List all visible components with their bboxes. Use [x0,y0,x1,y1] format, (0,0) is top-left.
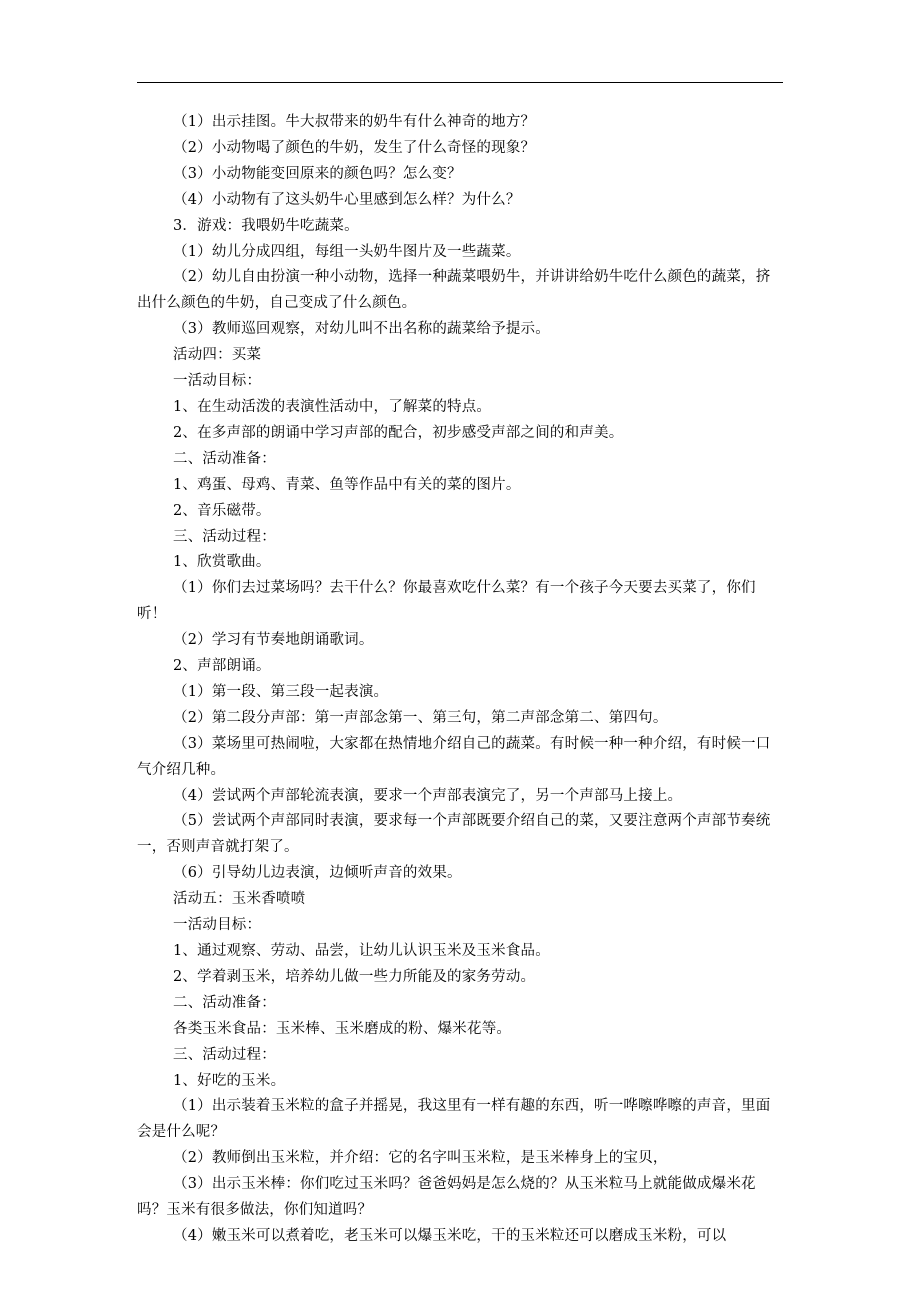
paragraph: （2）幼儿自由扮演一种小动物，选择一种蔬菜喂奶牛，并讲讲给奶牛吃什么颜色的蔬菜，挤出什么颜色的牛奶，自己变成了什么颜色。 [137,269,771,312]
header-rule [137,82,783,83]
paragraph: 二、活动准备： [173,994,276,1011]
paragraph: 2、声部朗诵。 [173,658,271,675]
paragraph: （5）尝试两个声部同时表演，要求每一个声部既要介绍自己的菜，又要注意两个声部节奏统一，否则声音就打架了。 [137,813,771,856]
paragraph: （2）小动物喝了颜色的牛奶，发生了什么奇怪的现象？ [173,139,536,156]
paragraph: 2、学着剥玉米，培养幼儿做一些力所能及的家务劳动。 [173,968,536,985]
paragraph: （2）教师倒出玉米粒，并介绍：它的名字叫玉米粒，是玉米棒身上的宝贝， [173,1150,668,1167]
paragraph: 1、在生动活泼的表演性活动中，了解菜的特点。 [173,398,492,415]
paragraph: 2、在多声部的朗诵中学习声部的配合，初步感受声部之间的和声美。 [173,424,624,441]
paragraph: 1、好吃的玉米。 [173,1072,286,1089]
paragraph: 一活动目标： [173,917,262,934]
paragraph: （3）小动物能变回原来的颜色吗？怎么变？ [173,165,462,182]
paragraph: （1）出示装着玉米粒的盒子并摇晃，我这里有一样有趣的东西，听一哗嚓哗嚓的声音，里面会是什么呢？ [137,1098,771,1141]
paragraph: （1）第一段、第三段一起表演。 [173,683,389,700]
paragraph: 三、活动过程： [173,528,276,545]
paragraph: （3）菜场里可热闹啦，大家都在热情地介绍自己的蔬菜。有时候一种一种介绍，有时候一口气介绍几种。 [137,735,771,778]
paragraph: （6）引导幼儿边表演，边倾听声音的效果。 [173,865,462,882]
paragraph: 一活动目标： [173,373,262,390]
paragraph: （3）教师巡回观察，对幼儿叫不出名称的蔬菜给予提示。 [173,321,550,338]
paragraph: 二、活动准备： [173,450,276,467]
paragraph: 活动五：玉米香喷喷 [173,891,306,908]
paragraph: （3）出示玉米棒：你们吃过玉米吗？爸爸妈妈是怎么烧的？从玉米粒马上就能做成爆米花吗？玉米有很多做法，你们知道吗？ [137,1176,756,1219]
paragraph: 活动四：买菜 [173,347,262,364]
paragraph: 1、鸡蛋、母鸡、青菜、鱼等作品中有关的菜的图片。 [173,476,521,493]
paragraph: （1）你们去过菜场吗？去干什么？你最喜欢吃什么菜？有一个孩子今天要去买菜了，你们听！ [137,580,756,623]
paragraph: 1、通过观察、劳动、品尝，让幼儿认识玉米及玉米食品。 [173,943,550,959]
paragraph: 各类玉米食品：玉米棒、玉米磨成的粉、爆米花等。 [173,1020,512,1037]
paragraph: （1）出示挂图。牛大叔带来的奶牛有什么神奇的地方？ [173,114,536,130]
paragraph: （2）学习有节奏地朗诵歌词。 [173,632,374,649]
paragraph: 三、活动过程： [173,1046,276,1063]
paragraph: （2）第二段分声部：第一声部念第一、第三句，第二声部念第二、第四句。 [173,709,668,726]
paragraph: 2、音乐磁带。 [173,502,271,519]
paragraph: （4）尝试两个声部轮流表演，要求一个声部表演完了，另一个声部马上接上。 [173,787,683,804]
paragraph: 1、欣赏歌曲。 [173,554,271,571]
paragraph: （4）嫩玉米可以煮着吃，老玉米可以爆玉米吃，干的玉米粒还可以磨成玉米粉，可以 [173,1227,727,1244]
paragraph: （1）幼儿分成四组，每组一头奶牛图片及一些蔬菜。 [173,243,521,260]
paragraph: 3．游戏：我喂奶牛吃蔬菜。 [173,217,359,234]
paragraph: （4）小动物有了这头奶牛心里感到怎么样？为什么？ [173,191,521,208]
document-body [137,110,783,1250]
